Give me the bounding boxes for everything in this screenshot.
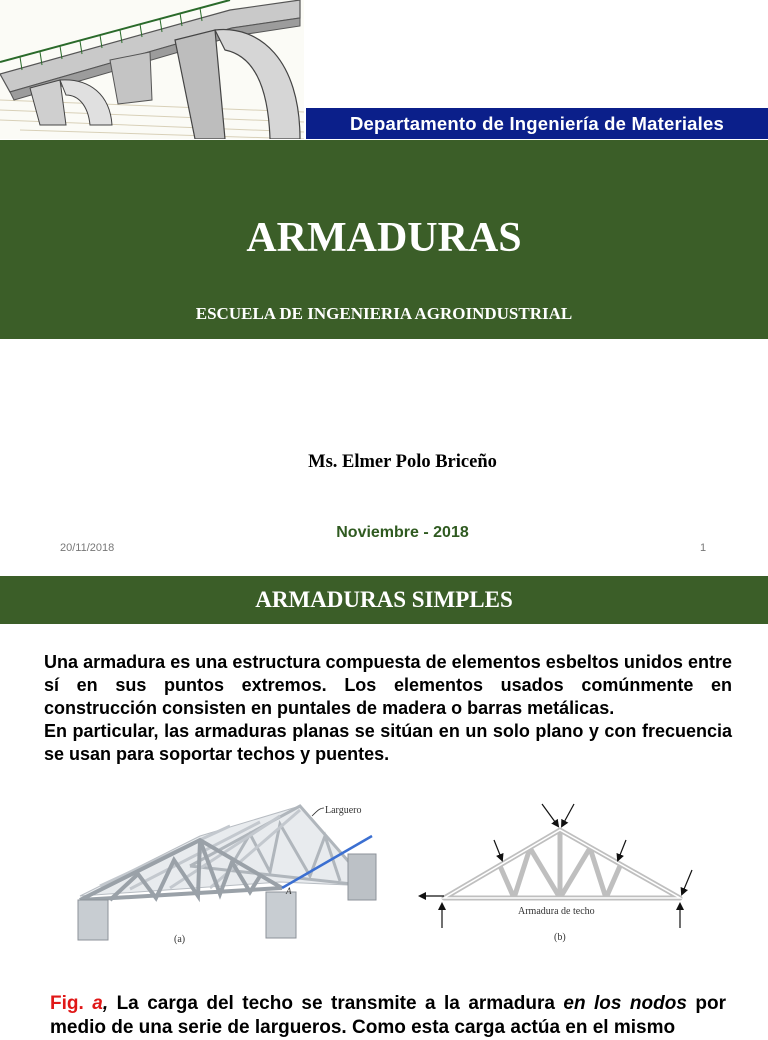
- department-band: Departamento de Ingeniería de Materiales: [306, 108, 768, 139]
- larguero-callout: Larguero: [325, 805, 362, 816]
- bridge-illustration: [0, 0, 304, 139]
- caption-text2: por: [686, 993, 726, 1014]
- figure-b-caption: Armadura de techo: [518, 906, 595, 917]
- figure-b-roof-truss: [414, 800, 704, 946]
- point-a-label: A: [286, 886, 292, 896]
- footer-date: 20/11/2018: [60, 542, 115, 554]
- intro-paragraph: Una armadura es una estructura compuesta de elementos esbeltos unidos entre sí en sus puntos extremos. Los elementos usados comúnmente en construcción consisten en puntales de madera o barras metálicas.: [44, 652, 732, 718]
- author-name: Ms. Elmer Polo Briceño: [308, 452, 497, 472]
- bridge-drawing: [0, 0, 304, 139]
- roof-truss-3d-drawing: [70, 796, 382, 948]
- figure-a-label: (a): [174, 934, 186, 945]
- caption-italic: en los nodos: [563, 993, 687, 1014]
- roof-truss-2d-drawing: [414, 800, 704, 946]
- fig-comma: ,: [102, 993, 109, 1014]
- slide-number: 1: [700, 542, 707, 554]
- planar-truss-paragraph: En particular, las armaduras planas se sitúan en un solo plano y con frecuencia se usan para soportar techos y puentes.: [44, 721, 732, 764]
- presentation-date-label: Noviembre - 2018: [336, 524, 469, 541]
- slide-heading: ARMADURAS SIMPLES: [255, 587, 513, 612]
- figure-caption-line1: [50, 992, 726, 1016]
- figure-b-label: (b): [554, 932, 566, 943]
- fig-letter: a: [92, 993, 103, 1014]
- fig-prefix: Fig.: [50, 993, 84, 1014]
- slide-divider: [0, 566, 768, 576]
- school-name: ESCUELA DE INGENIERIA AGROINDUSTRIAL: [195, 304, 573, 323]
- presentation-title: ARMADURAS: [246, 215, 522, 261]
- figure-a-roof-truss: [70, 796, 382, 948]
- caption-text1: La carga del techo se transmite a la armadura: [108, 993, 564, 1014]
- figure-caption-line2: medio de una serie de largueros. Como esta carga actúa en el mismo: [50, 1017, 676, 1038]
